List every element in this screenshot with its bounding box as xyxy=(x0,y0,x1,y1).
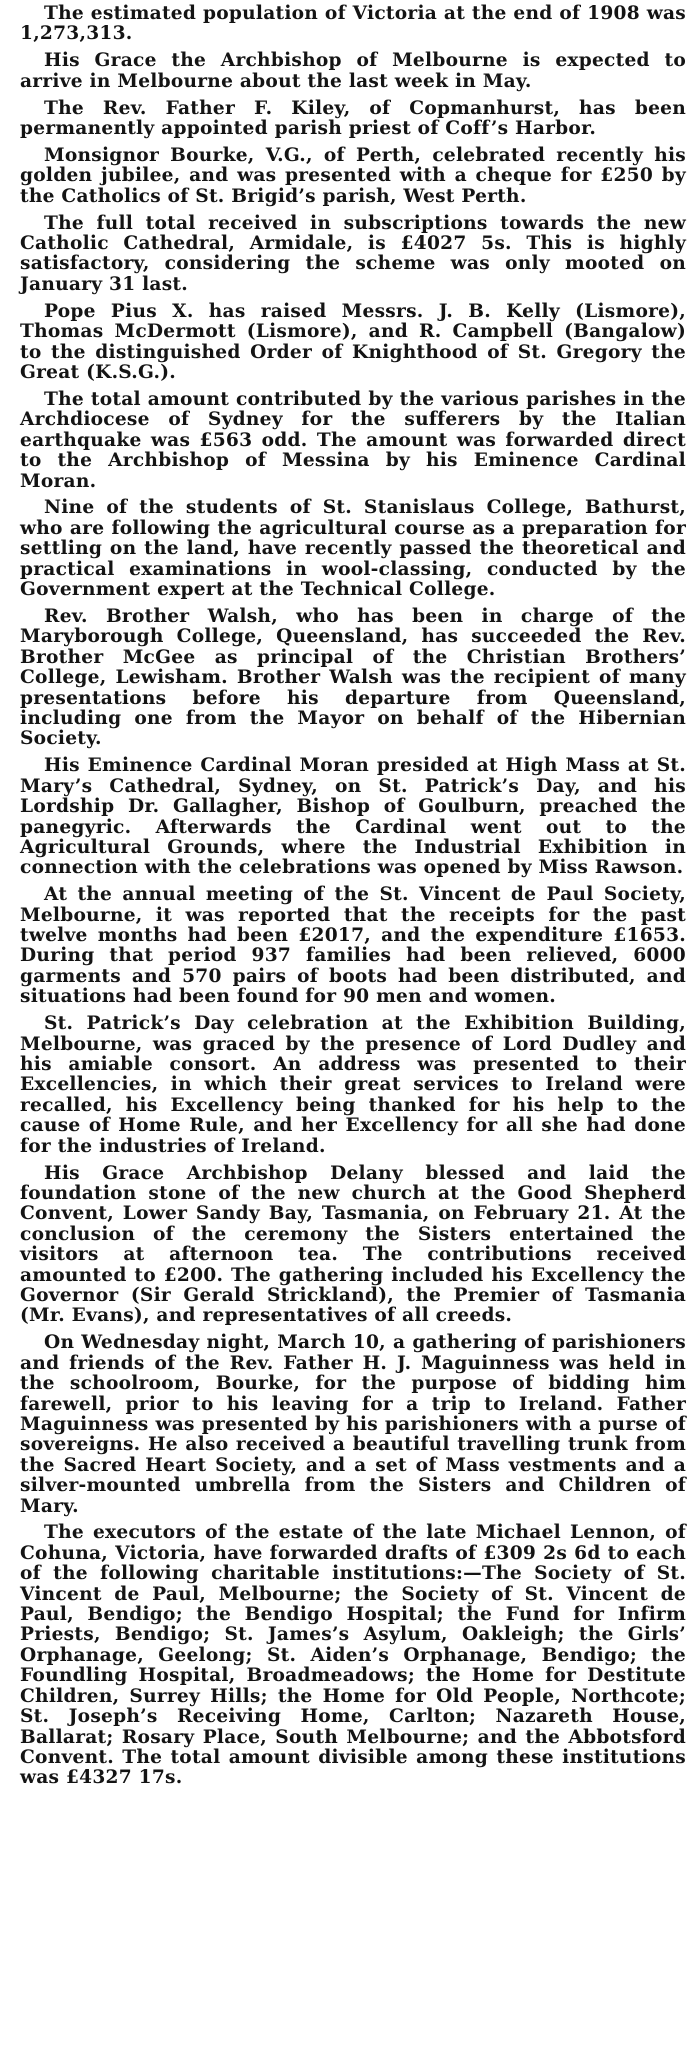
news-item-knighthood: Pope Pius X. has raised Messrs. J. B. Kelly (Lismore), Thomas McDermott (Lismore), and R. Campbell (Bangalow) to the distinguished Order of Knighthood of St. Gregory the Great (K.S.G.). xyxy=(20,300,686,383)
news-item-father-kiley: The Rev. Father F. Kiley, of Copmanhurst, has been permanently appointed parish priest of Coff’s Harbor. xyxy=(20,97,686,140)
news-item-st-vincent-de-paul: At the annual meeting of the St. Vincent de Paul Society, Melbourne, it was reported that the receipts for the past twelve months had been £2017, and the expenditure £1653. During that period 937 families had been relieved, 6000 garments and 570 pairs of boots had been distributed, and situations had been found for 90 men and women. xyxy=(20,884,686,1008)
news-item-population: The estimated population of Victoria at the end of 1908 was 1,273,313. xyxy=(20,3,686,45)
news-item-monsignor-bourke: Monsignor Bourke, V.G., of Perth, celebrated recently his golden jubilee, and was presented with a cheque for £250 by the Catholics of St. Brigid’s parish, West Perth. xyxy=(20,144,686,207)
news-item-archbishop-arrival: His Grace the Archbishop of Melbourne is expected to arrive in Melbourne about the last week in May. xyxy=(20,50,686,92)
news-item-armidale-cathedral: The full total received in subscriptions towards the new Catholic Cathedral, Armidale, is £4027 5s. This is highly satisfactory, considering the scheme was only mooted on January 31 last. xyxy=(20,212,686,295)
news-item-lennon-estate: The executors of the estate of the late Michael Lennon, of Cohuna, Victoria, have forwarded drafts of £309 2s 6d to each of the following charitable institutions:—The Society of St. Vincent de Paul, Melbourne; the Society of St. Vincent de Paul, Bendigo; the Bendigo Hospital; the Fund for Infirm Priests, Bendigo; St. James’s Asylum, Oakleigh; the Girls’ Orphanage, Geelong; St. Aiden’s Orphanage, Bendigo; the Foundling Hospital, Broadmeadows; the Home for Destitute Children, Surrey Hills; the Home for Old People, Northcote; St. Joseph’s Receiving Home, Carlton; Nazareth House, Ballarat; Rosary Place, South Melbourne; and the Abbotsford Convent. The total amount divisible among these institutions was £4327 17s. xyxy=(20,1522,686,1789)
news-item-stanislaus-students: Nine of the students of St. Stanislaus College, Bathurst, who are following the agricultural course as a preparation for settling on the land, have recently passed the theoretical and practical examinations in wool-classing, conducted by the Government expert at the Technical College. xyxy=(20,497,686,601)
news-item-good-shepherd-convent: His Grace Archbishop Delany blessed and laid the foundation stone of the new church at the Good Shepherd Convent, Lower Sandy Bay, Tasmania, on February 21. At the conclusion of the ceremony the Sisters entertained the visitors at afternoon tea. The contributions received amounted to £200. The gathering included his Excellency the Governor (Sir Gerald Strickland), the Premier of Tasmania (Mr. Evans), and representatives of all creeds. xyxy=(20,1162,686,1327)
news-item-italian-earthquake: The total amount contributed by the various parishes in the Archdiocese of Sydney for the sufferers by the Italian earthquake was £563 odd. The amount was forwarded direct to the Archbishop of Messina by his Eminence Cardinal Moran. xyxy=(20,388,686,492)
news-item-brother-walsh: Rev. Brother Walsh, who has been in charge of the Maryborough College, Queensland, has succeeded the Rev. Brother McGee as principal of the Christian Brothers’ College, Lewisham. Brother Walsh was the recipient of many presentations before his departure from Queensland, including one from the Mayor on behalf of the Hibernian Society. xyxy=(20,605,686,750)
news-item-st-patricks-melbourne: St. Patrick’s Day celebration at the Exhibition Building, Melbourne, was graced by the presence of Lord Dudley and his amiable consort. An address was presented to their Excellencies, in which their great services to Ireland were recalled, his Excellency being thanked for his help to the cause of Home Rule, and her Excellency for all she had done for the industries of Ireland. xyxy=(20,1013,686,1157)
news-item-father-maguinness: On Wednesday night, March 10, a gathering of parishioners and friends of the Rev. Father H. J. Maguinness was held in the schoolroom, Bourke, for the purpose of bidding him farewell, prior to his leaving for a trip to Ireland. Father Maguinness was presented by his parishioners with a purse of sovereigns. He also received a beautiful travelling trunk from the Sacred Heart Society, and a set of Mass vestments and a silver-mounted umbrella from the Sisters and Children of Mary. xyxy=(20,1332,686,1517)
news-item-st-patricks-sydney: His Eminence Cardinal Moran presided at High Mass at St. Mary’s Cathedral, Sydney, on St. Patrick’s Day, and his Lordship Dr. Gallagher, Bishop of Goulburn, preached the panegyric. Afterwards the Cardinal went out to the Agricultural Grounds, where the Industrial Exhibition in connection with the celebrations was opened by Miss Rawson. xyxy=(20,755,686,879)
